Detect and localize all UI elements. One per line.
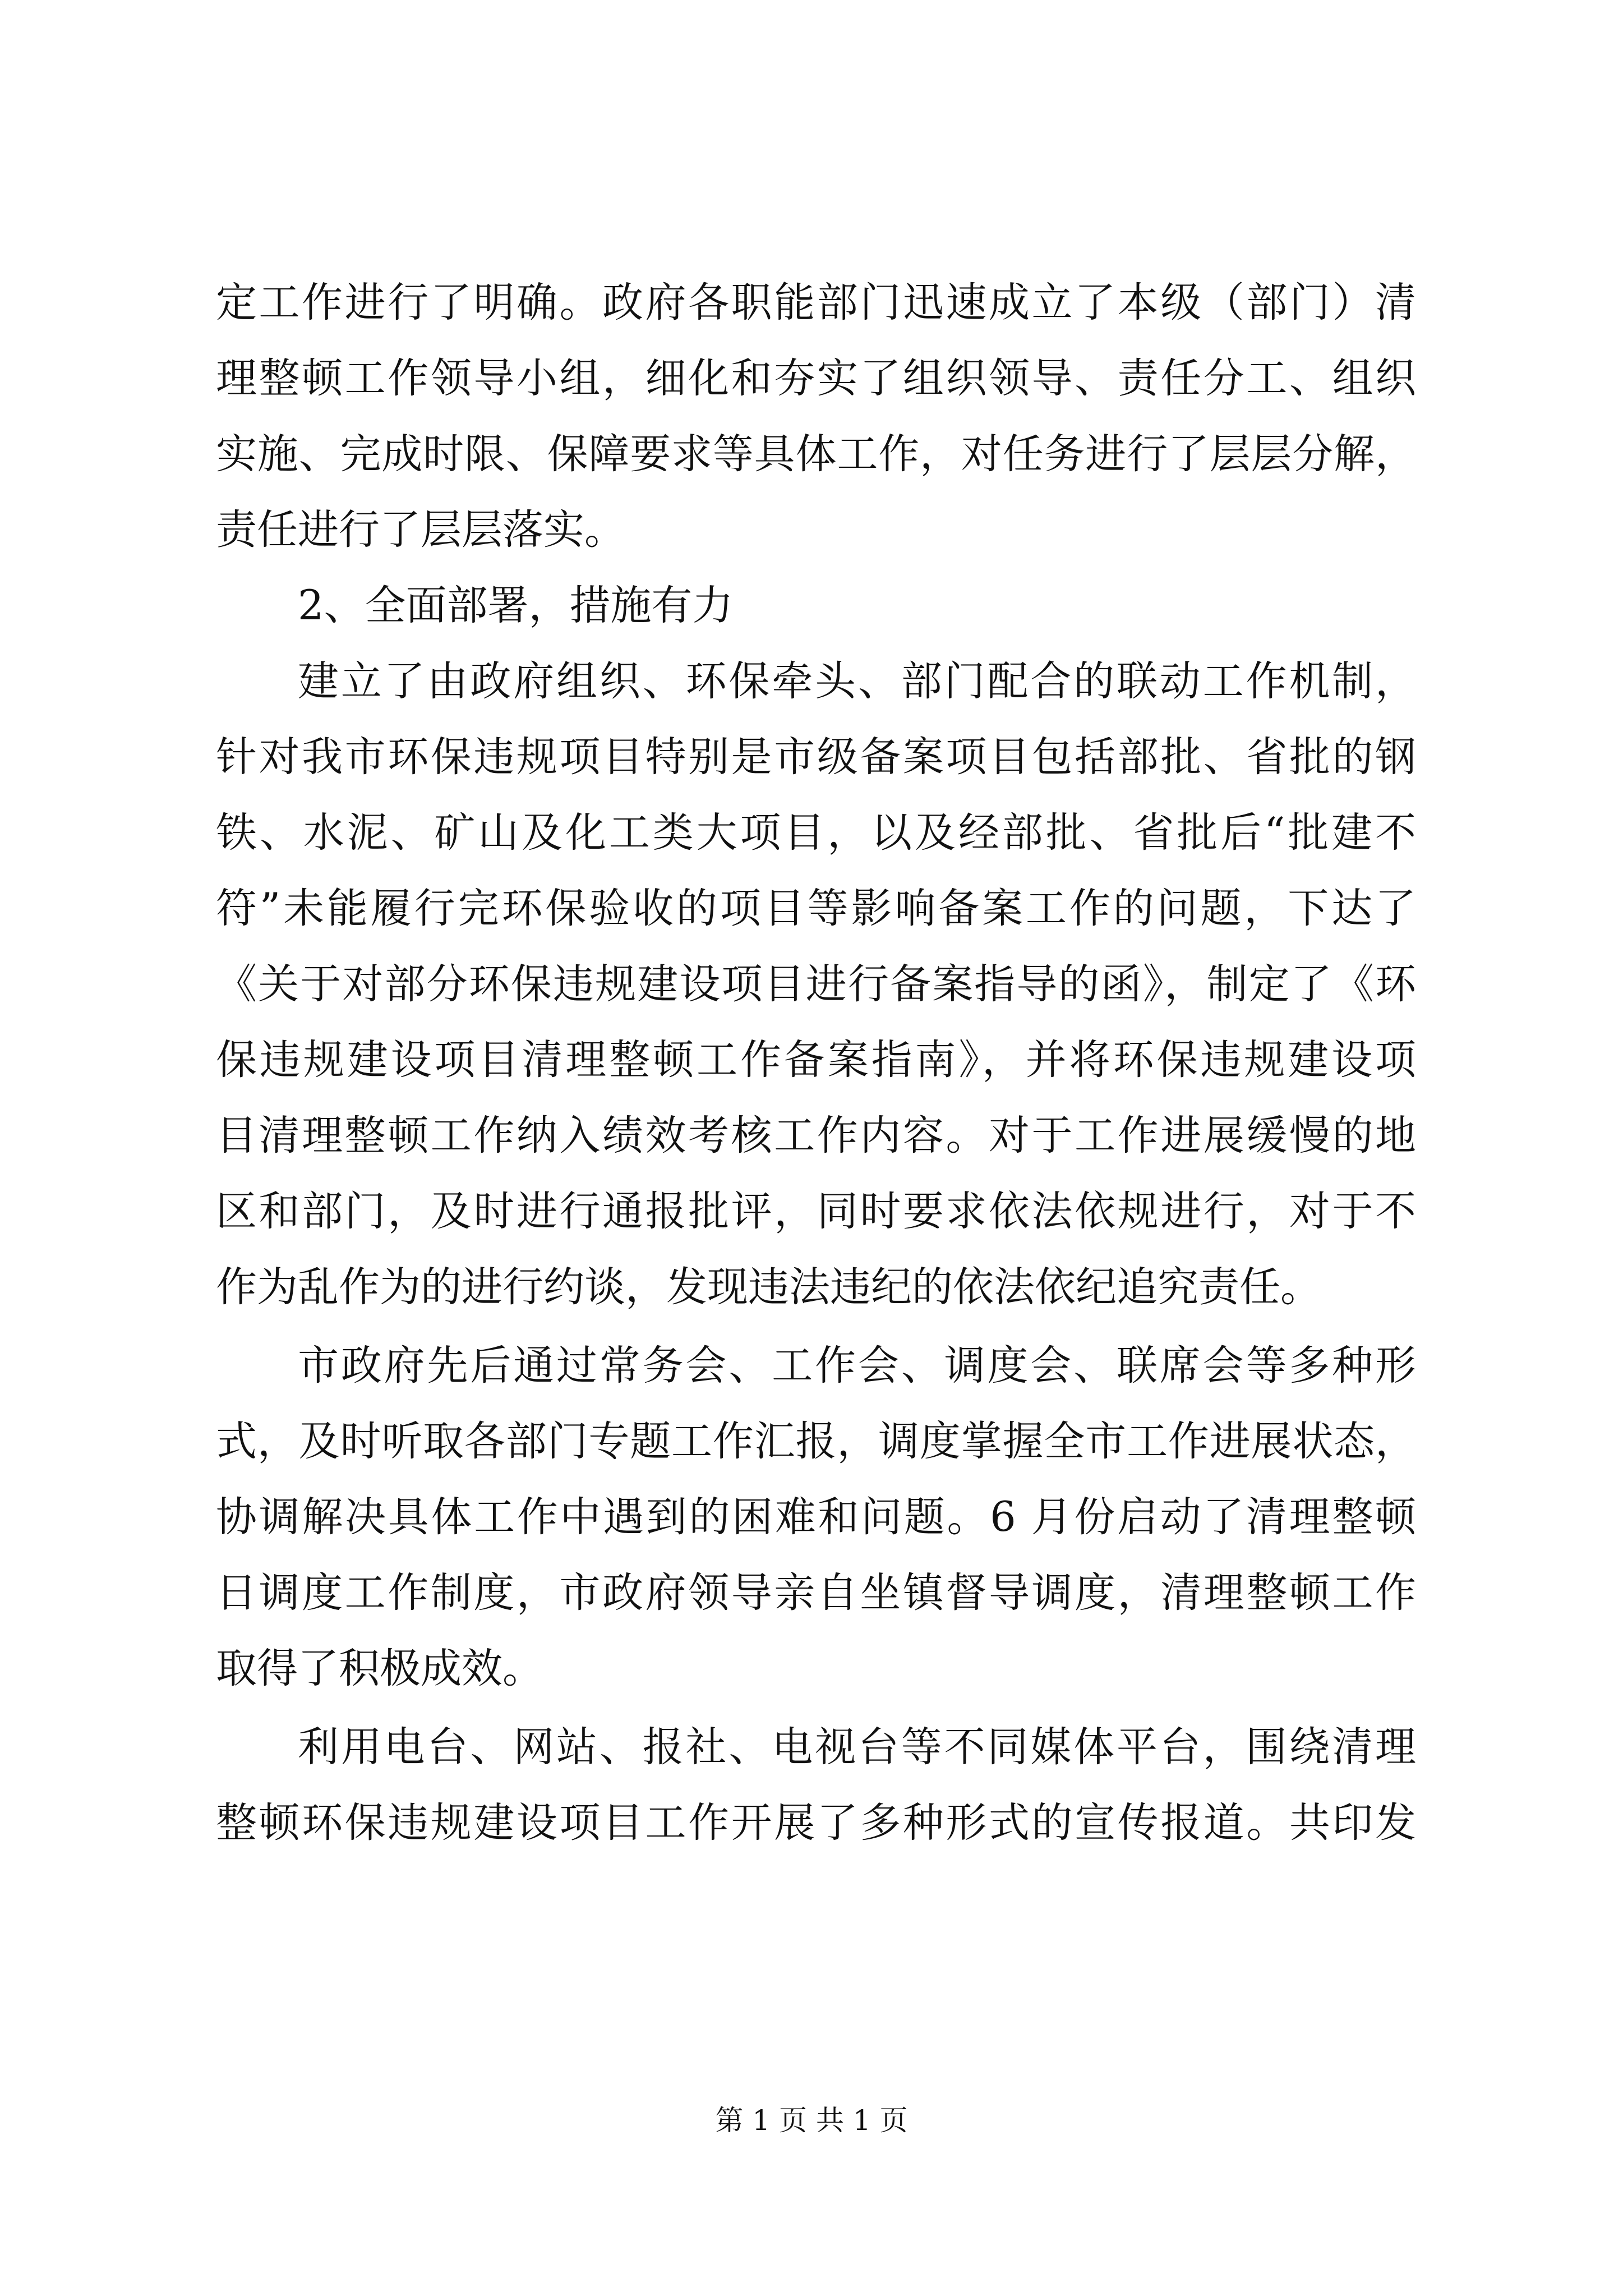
text-line: 市政府先后通过常务会、工作会、调度会、联席会等多种形 — [298, 1342, 1416, 1389]
text-line: 保违规建设项目清理整顿工作备案指南》，并将环保违规建设项 — [216, 1036, 1416, 1084]
text-line: 利用电台、网站、报社、电视台等不同媒体平台，围绕清理 — [298, 1723, 1416, 1771]
text-line: 取得了积极成效。 — [216, 1645, 543, 1692]
text-line: 铁、水泥、矿山及化工类大项目，以及经部批、省批后“批建不 — [216, 809, 1416, 857]
text-line: 目清理整顿工作纳入绩效考核工作内容。对于工作进展缓慢的地 — [216, 1112, 1416, 1159]
text-line: 日调度工作制度，市政府领导亲自坐镇督导调度，清理整顿工作 — [216, 1569, 1416, 1617]
text-line: 符”未能履行完环保验收的项目等影响备案工作的问题，下达了 — [216, 885, 1416, 932]
text-line: 定工作进行了明确。政府各职能部门迅速成立了本级（部门）清 — [216, 279, 1416, 326]
page-footer: 第 1 页 共 1 页 — [715, 2104, 908, 2137]
text-line: 区和部门，及时进行通报批评，同时要求依法依规进行，对于不 — [216, 1188, 1416, 1235]
text-line: 作为乱作为的进行约谈，发现违法违纪的依法依纪追究责任。 — [216, 1263, 1321, 1311]
text-line: 责任进行了层层落实。 — [216, 506, 625, 554]
text-line: 实施、完成时限、保障要求等具体工作，对任务进行了层层分解， — [216, 430, 1416, 478]
text-line: 《关于对部分环保违规建设项目进行备案指导的函》，制定了《环 — [216, 960, 1416, 1008]
text-line: 理整顿工作领导小组，细化和夯实了组织领导、责任分工、组织 — [216, 355, 1416, 402]
text-line: 针对我市环保违规项目特别是市级备案项目包括部批、省批的钢 — [216, 733, 1416, 781]
text-line: 建立了由政府组织、环保牵头、部门配合的联动工作机制， — [298, 657, 1416, 705]
text-line: 协调解决具体工作中遇到的困难和问题。6 月份启动了清理整顿 — [216, 1493, 1416, 1541]
text-line: 式，及时听取各部门专题工作汇报，调度掌握全市工作进展状态， — [216, 1418, 1416, 1465]
section-heading: 2、全面部署，措施有力 — [298, 582, 734, 629]
text-line: 整顿环保违规建设项目工作开展了多种形式的宣传报道。共印发 — [216, 1799, 1416, 1847]
